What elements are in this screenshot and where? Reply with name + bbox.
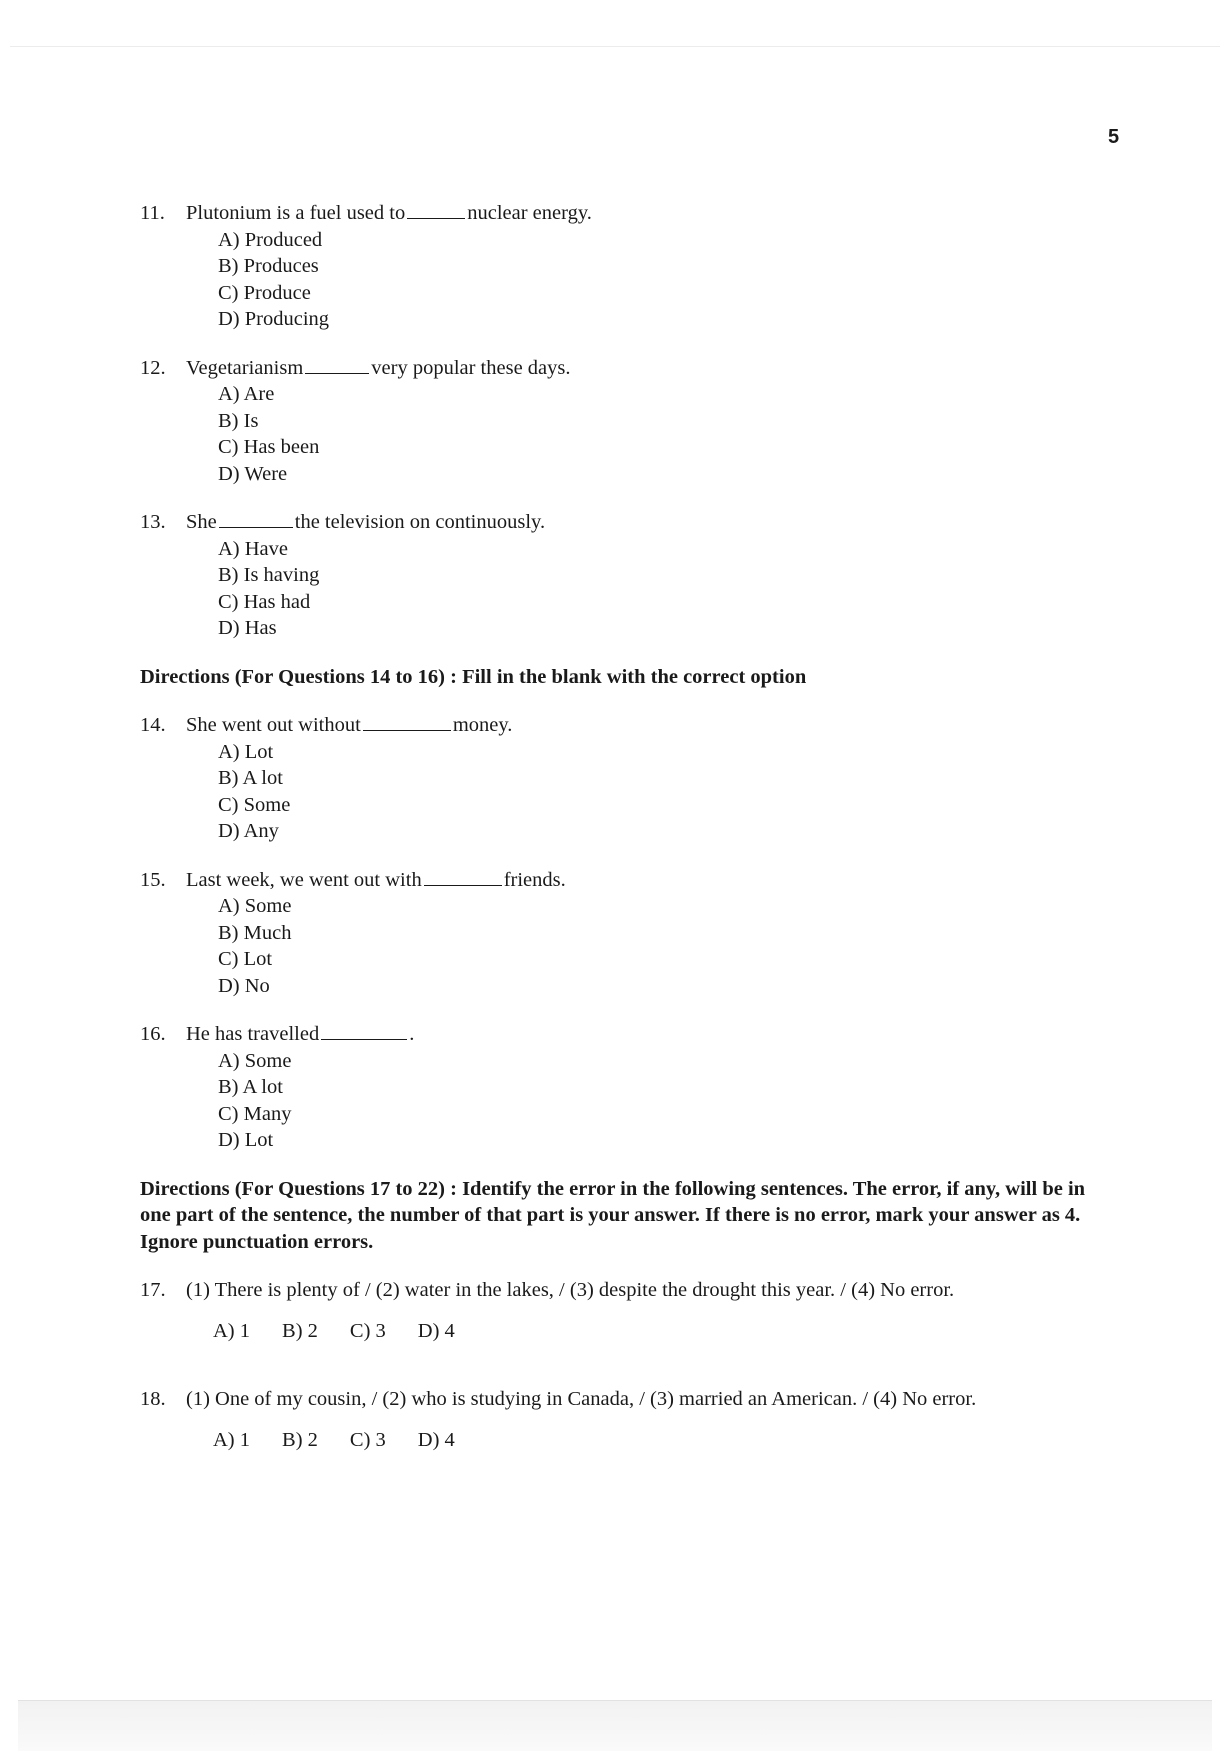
question-text-before: She <box>186 511 217 533</box>
question-text-after: very popular these days. <box>371 356 571 379</box>
answer-option: C) Has had <box>218 590 311 613</box>
question-text-before: He has travelled <box>186 1023 320 1045</box>
answer-option: B) Is having <box>218 564 320 586</box>
question-number: 11. <box>140 202 165 224</box>
scan-top-edge <box>10 46 1220 47</box>
question-number: 18. <box>140 1388 166 1410</box>
questions-17-18 <box>140 1277 1120 1453</box>
answer-option: A) Produced <box>218 228 323 251</box>
answer-option: D) Any <box>218 820 279 842</box>
question-stem <box>140 200 1120 227</box>
question-item <box>140 355 1120 488</box>
question-text-after: the television on continuously. <box>294 511 546 533</box>
answer-blank <box>305 356 369 374</box>
question-item <box>140 867 1120 1000</box>
question-text: (1) There is plenty of / (2) water in the lakes, / (3) despite the drought this year. / (4) No error. <box>186 1279 955 1301</box>
answer-option: D) 4 <box>417 1319 455 1342</box>
answer-option: C) 3 <box>349 1428 386 1451</box>
question-number: 15. <box>140 868 166 891</box>
question-item <box>140 509 1120 642</box>
questions-11-13 <box>140 200 1120 642</box>
question-stem <box>140 1277 1120 1304</box>
question-text-after: money. <box>452 714 513 736</box>
question-stem <box>140 1021 1120 1048</box>
answer-option: D) Lot <box>218 1129 274 1151</box>
answer-option: B) A lot <box>218 1076 283 1098</box>
directions-17-22: Directions (For Questions 17 to 22) : Identify the error in the following sentences. The error, if any, will be in one part of the sentence, the number of that part is your answer. If there is no error, mark your answer as 4. Ignore punctuation errors. <box>140 1177 1086 1253</box>
question-text-before: Vegetarianism <box>186 356 304 379</box>
question-number: 13. <box>140 511 166 533</box>
answer-option: D) Has <box>218 617 277 639</box>
answer-option: A) Some <box>218 895 292 917</box>
directions-14-16: Directions (For Questions 14 to 16) : Fill in the blank with the correct option <box>140 665 807 688</box>
answer-option: A) Are <box>218 383 275 405</box>
answer-option: C) Lot <box>218 948 273 970</box>
answer-option: A) Some <box>218 1049 292 1072</box>
answer-blank <box>363 713 451 731</box>
answer-blank <box>424 868 502 886</box>
answer-option: B) 2 <box>282 1319 318 1342</box>
question-text-after: . <box>409 1023 415 1045</box>
answer-option: B) A lot <box>218 767 283 789</box>
answer-options <box>140 536 1120 642</box>
question-stem <box>140 509 1120 536</box>
scan-bottom-edge <box>18 1700 1212 1751</box>
answer-option: C) Has been <box>218 436 320 458</box>
answer-options <box>140 1318 1120 1345</box>
question-stem <box>140 867 1120 894</box>
answer-option: A) Lot <box>218 740 274 763</box>
question-number: 14. <box>140 714 166 736</box>
answer-options <box>140 739 1120 845</box>
answer-options <box>140 227 1120 333</box>
answer-option: D) Producing <box>218 308 330 330</box>
answer-option: C) 3 <box>349 1319 386 1342</box>
answer-option: A) 1 <box>213 1319 251 1342</box>
question-content <box>140 200 1120 1495</box>
answer-option: D) No <box>218 974 270 997</box>
question-item <box>140 200 1120 333</box>
question-number: 16. <box>140 1023 166 1045</box>
answer-option: C) Produce <box>218 281 311 304</box>
answer-option: B) Is <box>218 409 259 432</box>
answer-blank <box>407 201 465 219</box>
answer-option: C) Many <box>218 1102 292 1125</box>
question-item <box>140 1386 1120 1453</box>
answer-blank <box>321 1022 407 1040</box>
answer-option: B) Much <box>218 921 292 944</box>
answer-option: D) Were <box>218 462 288 485</box>
page-number: 5 <box>1108 126 1120 148</box>
question-stem <box>140 1386 1120 1413</box>
question-text: (1) One of my cousin, / (2) who is studying in Canada, / (3) married an American. / (4) No error. <box>186 1388 977 1410</box>
answer-option: A) Have <box>218 537 289 560</box>
question-item <box>140 712 1120 845</box>
question-item <box>140 1021 1120 1154</box>
answer-blank <box>219 510 293 528</box>
question-number: 12. <box>140 356 166 379</box>
question-number: 17. <box>140 1279 166 1301</box>
answer-options <box>140 381 1120 487</box>
question-item <box>140 1277 1120 1344</box>
answer-options <box>140 1427 1120 1454</box>
answer-option: B) 2 <box>282 1428 318 1451</box>
answer-option: C) Some <box>218 793 291 816</box>
question-stem <box>140 355 1120 382</box>
question-text-after: nuclear energy. <box>467 202 592 224</box>
answer-options <box>140 1048 1120 1154</box>
questions-14-16 <box>140 712 1120 1154</box>
answer-option: A) 1 <box>213 1428 251 1451</box>
answer-options <box>140 893 1120 999</box>
answer-option: D) 4 <box>417 1428 455 1451</box>
question-text-before: She went out without <box>186 714 361 736</box>
question-text-before: Plutonium is a fuel used to <box>186 202 406 224</box>
question-text-after: friends. <box>503 868 566 891</box>
answer-option: B) Produces <box>218 255 319 277</box>
question-stem <box>140 712 1120 739</box>
question-text-before: Last week, we went out with <box>186 868 422 891</box>
